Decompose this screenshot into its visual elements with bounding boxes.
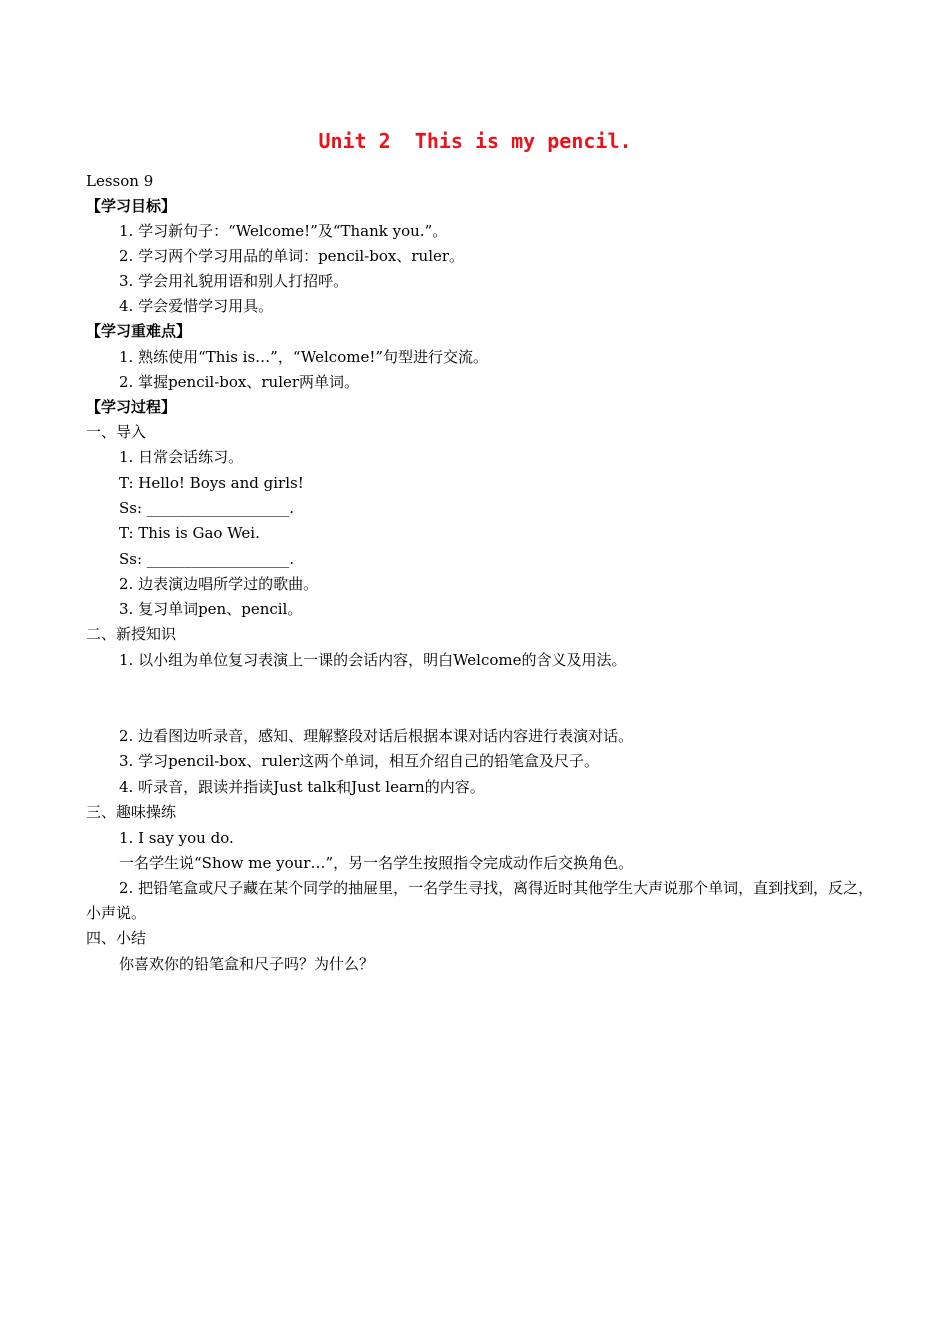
part2-item: 3. 学习pencil-box、ruler这两个单词，相互介绍自己的铅笔盒及尺子。 (119, 752, 600, 770)
part2-item: 4. 听录音，跟读并指读Just talk和Just learn的内容。 (119, 778, 485, 796)
part3-heading: 三、趣味操练 (86, 803, 177, 821)
summary-question: 你喜欢你的铅笔盒和尺子吗？为什么？ (119, 955, 375, 973)
document-title: Unit 2 This is my pencil. (318, 129, 632, 153)
part3-item: 1. I say you do. (119, 829, 234, 847)
key-point-item: 1. 熟练使用“This is…”，“Welcome!”句型进行交流。 (119, 348, 489, 366)
key-point-item: 2. 掌握pencil-box、ruler两单词。 (119, 373, 360, 391)
part1-heading: 一、导入 (86, 423, 147, 441)
lesson-label: Lesson 9 (86, 172, 154, 190)
part2-item: 1. 以小组为单位复习表演上一课的会话内容，明白Welcome的含义及用法。 (119, 651, 627, 669)
dialogue-blank-line: Ss: ___________________. (119, 499, 295, 517)
part1-item: 2. 边表演边唱所学过的歌曲。 (119, 575, 319, 593)
part3-item-wrapped: 2. 把铅笔盒或尺子藏在某个同学的抽屉里，一名学生寻找，离得近时其他学生大声说那个单词，直到找到，反之，小声说。 (86, 879, 874, 922)
objective-item: 4. 学会爱惜学习用具。 (119, 297, 274, 315)
part3-item: 一名学生说“Show me your…”，另一名学生按照指令完成动作后交换角色。 (119, 854, 634, 872)
process-heading: 【学习过程】 (86, 398, 177, 416)
objective-item: 2. 学习两个学习用品的单词：pencil-box、ruler。 (119, 247, 465, 265)
part4-heading: 四、小结 (86, 929, 147, 947)
part2-item: 2. 边看图边听录音，感知、理解整段对话后根据本课对话内容进行表演对话。 (119, 727, 634, 745)
objective-item: 1. 学习新句子：“Welcome!”及“Thank you.”。 (119, 222, 448, 240)
part2-heading: 二、新授知识 (86, 625, 177, 643)
key-points-heading: 【学习重难点】 (86, 322, 192, 340)
dialogue-blank-line: Ss: ___________________. (119, 550, 295, 568)
dialogue-line: T: Hello! Boys and girls! (119, 474, 304, 492)
part1-item: 3. 复习单词pen、pencil。 (119, 600, 303, 618)
dialogue-line: T: This is Gao Wei. (119, 524, 260, 542)
objectives-heading: 【学习目标】 (86, 197, 177, 215)
part1-item: 1. 日常会话练习。 (119, 448, 244, 466)
objective-item: 3. 学会用礼貌用语和别人打招呼。 (119, 272, 349, 290)
